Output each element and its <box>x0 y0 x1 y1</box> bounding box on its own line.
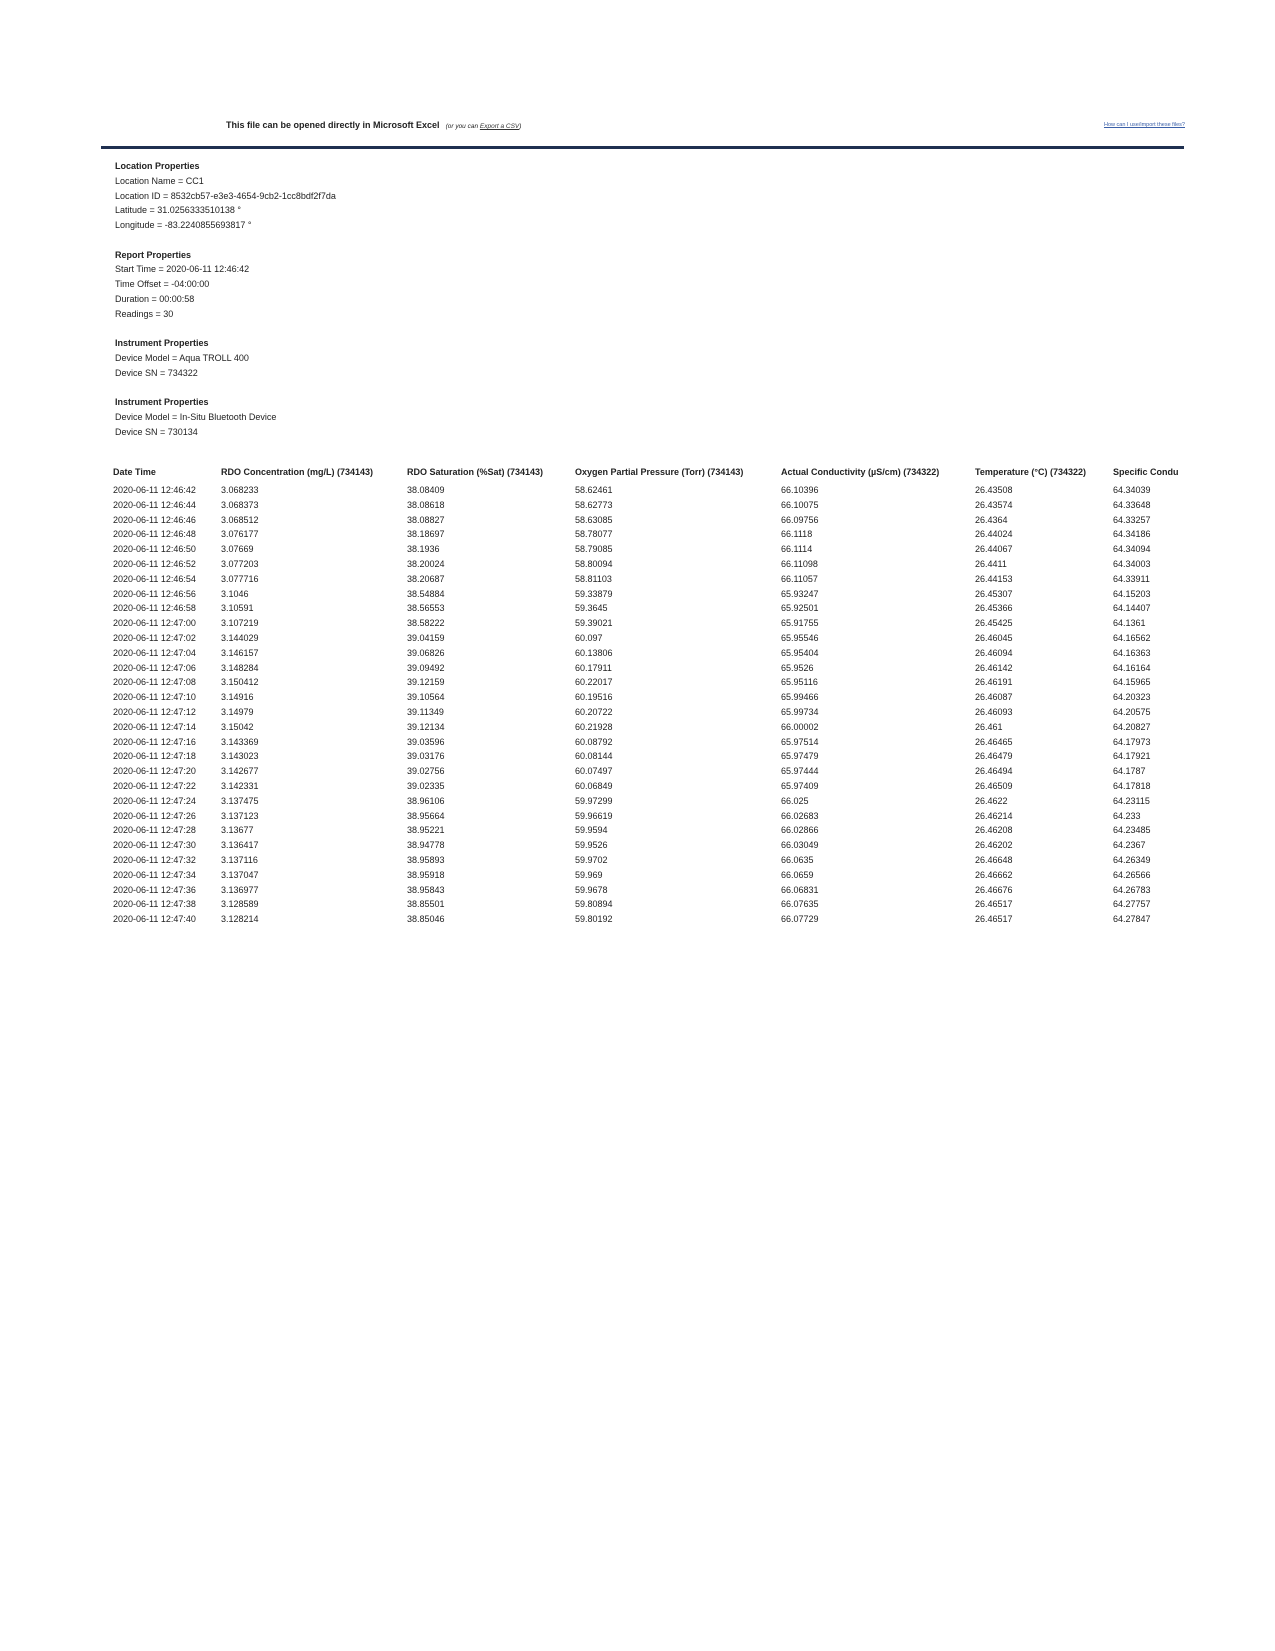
table-row <box>113 631 1183 646</box>
property-group-heading: Instrument Properties <box>115 338 209 349</box>
readings-table <box>113 466 1183 927</box>
table-cell: 64.15203 <box>1113 588 1151 599</box>
table-cell: 2020-06-11 12:46:56 <box>113 588 196 599</box>
table-cell: 39.06826 <box>407 647 445 658</box>
table-header-row <box>113 466 1183 483</box>
table-row <box>113 646 1183 661</box>
property-group-heading: Instrument Properties <box>115 397 209 408</box>
table-cell: 59.3645 <box>575 603 608 614</box>
table-cell: 64.33257 <box>1113 514 1151 525</box>
table-cell: 2020-06-11 12:47:14 <box>113 721 196 732</box>
table-row <box>113 661 1183 676</box>
table-cell: 59.9702 <box>575 854 608 865</box>
column-header: Oxygen Partial Pressure (Torr) (734143) <box>575 467 744 477</box>
table-cell: 58.62461 <box>575 485 613 495</box>
table-cell: 26.461 <box>975 721 1003 732</box>
table-cell: 39.02335 <box>407 780 445 791</box>
table-row <box>113 572 1183 587</box>
table-cell: 65.99466 <box>781 692 819 703</box>
table-cell: 66.07729 <box>781 914 819 925</box>
table-cell: 3.144029 <box>221 632 259 643</box>
table-row <box>113 853 1183 868</box>
table-cell: 66.02683 <box>781 810 819 821</box>
table-cell: 3.077716 <box>221 573 259 584</box>
table-cell: 2020-06-11 12:47:12 <box>113 706 196 717</box>
table-cell: 60.21928 <box>575 721 613 732</box>
table-cell: 64.26349 <box>1113 854 1151 865</box>
excel-note-text: This file can be opened directly in Microsoft Excel <box>226 120 440 130</box>
table-cell: 38.95893 <box>407 854 445 865</box>
table-cell: 38.08618 <box>407 499 445 510</box>
table-cell: 2020-06-11 12:47:30 <box>113 840 196 851</box>
table-cell: 65.97514 <box>781 736 819 747</box>
table-cell: 64.34003 <box>1113 558 1151 569</box>
table-cell: 26.46517 <box>975 914 1013 925</box>
table-cell: 58.79085 <box>575 544 613 555</box>
property-group <box>115 395 336 439</box>
table-cell: 66.09756 <box>781 514 819 525</box>
table-cell: 2020-06-11 12:46:54 <box>113 573 196 584</box>
property-group <box>115 336 336 380</box>
table-cell: 26.4411 <box>975 558 1007 569</box>
table-cell: 2020-06-11 12:47:32 <box>113 854 196 865</box>
table-cell: 59.9678 <box>575 884 608 895</box>
table-cell: 2020-06-11 12:47:36 <box>113 884 196 895</box>
readings-table-container <box>113 466 1183 927</box>
table-cell: 39.11349 <box>407 706 444 717</box>
property-line: Device Model = In-Situ Bluetooth Device <box>115 411 277 422</box>
table-cell: 66.10075 <box>781 499 819 510</box>
table-cell: 38.56553 <box>407 603 445 614</box>
table-cell: 3.143369 <box>221 736 259 747</box>
table-cell: 26.44067 <box>975 544 1013 555</box>
table-cell: 26.46214 <box>975 810 1013 821</box>
table-cell: 66.0659 <box>781 869 814 880</box>
table-cell: 2020-06-11 12:46:50 <box>113 544 196 555</box>
table-cell: 39.04159 <box>407 632 445 643</box>
table-cell: 39.03176 <box>407 751 445 762</box>
table-cell: 26.45366 <box>975 603 1013 614</box>
table-cell: 65.9526 <box>781 662 814 673</box>
property-line: Start Time = 2020-06-11 12:46:42 <box>115 264 250 275</box>
table-cell: 38.08827 <box>407 514 445 525</box>
table-row <box>113 868 1183 883</box>
table-cell: 58.63085 <box>575 514 613 525</box>
table-cell: 26.46142 <box>975 662 1013 673</box>
table-cell: 38.20024 <box>407 558 445 569</box>
table-cell: 2020-06-11 12:47:40 <box>113 914 196 925</box>
table-cell: 3.137123 <box>221 810 259 821</box>
table-row <box>113 720 1183 735</box>
excel-note <box>226 120 521 130</box>
table-cell: 59.97299 <box>575 795 613 806</box>
table-cell: 59.33879 <box>575 588 613 599</box>
property-group <box>115 159 336 233</box>
table-cell: 2020-06-11 12:47:04 <box>113 647 196 658</box>
column-header: Specific Condu <box>1113 467 1179 477</box>
table-row <box>113 690 1183 705</box>
table-cell: 64.16164 <box>1113 662 1151 673</box>
table-cell: 38.85501 <box>407 899 445 910</box>
table-cell: 2020-06-11 12:47:26 <box>113 810 196 821</box>
table-cell: 2020-06-11 12:47:28 <box>113 825 196 836</box>
table-cell: 3.076177 <box>221 529 259 540</box>
table-cell: 26.45425 <box>975 618 1013 629</box>
table-cell: 26.46093 <box>975 706 1013 717</box>
table-row <box>113 483 1183 498</box>
table-cell: 2020-06-11 12:47:00 <box>113 618 196 629</box>
table-row <box>113 705 1183 720</box>
table-cell: 2020-06-11 12:47:24 <box>113 795 196 806</box>
table-cell: 64.34094 <box>1113 544 1151 555</box>
table-cell: 65.97444 <box>781 766 819 777</box>
export-csv-link[interactable]: Export a CSV <box>479 123 520 130</box>
table-cell: 66.03049 <box>781 840 819 851</box>
table-cell: 26.46517 <box>975 899 1013 910</box>
table-cell: 3.148284 <box>221 662 259 673</box>
table-row <box>113 912 1183 927</box>
property-line: Readings = 30 <box>115 308 174 319</box>
column-header: Temperature (°C) (734322) <box>975 467 1086 477</box>
table-cell: 66.1114 <box>781 544 813 555</box>
table-cell: 3.137047 <box>221 869 259 880</box>
table-cell: 26.46465 <box>975 736 1013 747</box>
table-cell: 64.26566 <box>1113 869 1151 880</box>
table-cell: 3.142331 <box>221 780 259 791</box>
table-cell: 3.137116 <box>221 854 258 865</box>
table-cell: 38.94778 <box>407 840 445 851</box>
table-cell: 3.107219 <box>221 618 259 629</box>
table-cell: 58.81103 <box>575 573 612 584</box>
table-cell: 2020-06-11 12:47:16 <box>113 736 196 747</box>
table-cell: 59.9526 <box>575 840 608 851</box>
table-row <box>113 838 1183 853</box>
table-cell: 66.07635 <box>781 899 819 910</box>
property-line: Device SN = 734322 <box>115 367 198 378</box>
table-cell: 3.137475 <box>221 795 259 806</box>
table-body <box>113 483 1183 927</box>
table-row <box>113 527 1183 542</box>
table-row <box>113 587 1183 602</box>
table-cell: 64.1361 <box>1113 618 1146 629</box>
table-row <box>113 735 1183 750</box>
table-cell: 3.068512 <box>221 514 259 525</box>
table-cell: 26.46202 <box>975 840 1013 851</box>
table-cell: 60.07497 <box>575 766 613 777</box>
table-cell: 2020-06-11 12:47:02 <box>113 632 196 643</box>
table-cell: 3.068373 <box>221 499 259 510</box>
column-header: RDO Saturation (%Sat) (734143) <box>407 467 544 477</box>
table-cell: 66.06831 <box>781 884 819 895</box>
table-cell: 39.10564 <box>407 692 445 703</box>
property-group-heading: Location Properties <box>115 161 200 171</box>
table-cell: 26.46676 <box>975 884 1013 895</box>
table-cell: 64.16562 <box>1113 632 1151 643</box>
table-cell: 64.33648 <box>1113 499 1151 510</box>
table-cell: 3.13677 <box>221 825 254 836</box>
table-row <box>113 675 1183 690</box>
column-header: Date Time <box>113 467 156 477</box>
table-cell: 2020-06-11 12:47:34 <box>113 869 196 880</box>
table-cell: 26.46662 <box>975 869 1013 880</box>
table-cell: 66.11098 <box>781 558 818 569</box>
table-cell: 64.17921 <box>1113 751 1151 762</box>
table-cell: 66.10396 <box>781 485 819 495</box>
table-cell: 3.077203 <box>221 558 259 569</box>
table-cell: 60.19516 <box>575 692 613 703</box>
table-cell: 2020-06-11 12:46:44 <box>113 499 196 510</box>
table-cell: 3.146157 <box>221 647 259 658</box>
table-cell: 26.46648 <box>975 854 1013 865</box>
header-divider <box>101 146 1184 149</box>
table-row <box>113 513 1183 528</box>
table-row <box>113 542 1183 557</box>
table-cell: 64.17973 <box>1113 736 1151 747</box>
table-cell: 60.20722 <box>575 706 613 717</box>
table-cell: 65.93247 <box>781 588 819 599</box>
table-cell: 65.97479 <box>781 751 819 762</box>
table-cell: 38.95664 <box>407 810 445 821</box>
table-cell: 26.46509 <box>975 780 1013 791</box>
table-cell: 3.128589 <box>221 899 259 910</box>
column-header: RDO Concentration (mg/L) (734143) <box>221 467 374 477</box>
table-cell: 38.54884 <box>407 588 445 599</box>
table-cell: 64.14407 <box>1113 603 1151 614</box>
table-cell: 3.143023 <box>221 751 259 762</box>
table-cell: 3.128214 <box>221 914 259 925</box>
table-cell: 2020-06-11 12:47:10 <box>113 692 196 703</box>
property-line: Device Model = Aqua TROLL 400 <box>115 352 249 363</box>
table-cell: 64.17818 <box>1113 780 1151 791</box>
table-cell: 64.1787 <box>1113 766 1146 777</box>
table-cell: 38.08409 <box>407 485 445 495</box>
table-cell: 64.26783 <box>1113 884 1151 895</box>
table-cell: 66.02866 <box>781 825 819 836</box>
table-cell: 64.34039 <box>1113 485 1151 495</box>
property-line: Latitude = 31.0256333510138 ° <box>115 205 241 216</box>
export-aside: (or you can Export a CSV) <box>445 123 522 130</box>
table-cell: 65.91755 <box>781 618 819 629</box>
table-cell: 60.22017 <box>575 677 613 688</box>
table-row <box>113 616 1183 631</box>
table-cell: 26.46087 <box>975 692 1013 703</box>
table-cell: 65.92501 <box>781 603 819 614</box>
table-cell: 3.136977 <box>221 884 259 895</box>
table-row <box>113 779 1183 794</box>
table-cell: 26.46045 <box>975 632 1013 643</box>
table-cell: 26.43508 <box>975 485 1013 495</box>
table-row <box>113 823 1183 838</box>
table-cell: 3.142677 <box>221 766 259 777</box>
table-cell: 2020-06-11 12:46:52 <box>113 558 196 569</box>
table-cell: 2020-06-11 12:46:46 <box>113 514 196 525</box>
report-header <box>0 120 1275 136</box>
table-cell: 2020-06-11 12:47:38 <box>113 899 196 910</box>
table-cell: 64.15965 <box>1113 677 1151 688</box>
table-cell: 65.99734 <box>781 706 819 717</box>
table-cell: 60.097 <box>575 632 603 643</box>
table-cell: 26.46094 <box>975 647 1013 658</box>
table-row <box>113 809 1183 824</box>
table-cell: 39.02756 <box>407 766 445 777</box>
table-cell: 59.96619 <box>575 810 613 821</box>
table-cell: 64.34186 <box>1113 529 1151 540</box>
table-cell: 3.14916 <box>221 692 254 703</box>
table-cell: 2020-06-11 12:47:22 <box>113 780 196 791</box>
table-cell: 2020-06-11 12:47:08 <box>113 677 196 688</box>
table-cell: 38.96106 <box>407 795 445 806</box>
table-cell: 66.0635 <box>781 854 814 865</box>
table-cell: 65.95404 <box>781 647 819 658</box>
table-cell: 64.2367 <box>1113 840 1146 851</box>
table-cell: 58.78077 <box>575 529 613 540</box>
table-cell: 64.16363 <box>1113 647 1151 658</box>
table-cell: 38.95918 <box>407 869 445 880</box>
table-cell: 60.06849 <box>575 780 613 791</box>
table-cell: 38.95221 <box>407 825 445 836</box>
table-cell: 38.18697 <box>407 529 445 540</box>
property-line: Longitude = -83.2240855693817 ° <box>115 220 252 231</box>
table-cell: 60.17911 <box>575 662 612 673</box>
table-cell: 26.45307 <box>975 588 1013 599</box>
table-cell: 26.46479 <box>975 751 1013 762</box>
table-cell: 38.1936 <box>407 544 440 555</box>
table-cell: 59.80894 <box>575 899 613 910</box>
table-cell: 26.43574 <box>975 499 1013 510</box>
property-group <box>115 248 336 322</box>
table-cell: 3.136417 <box>221 840 259 851</box>
table-cell: 64.27757 <box>1113 899 1151 910</box>
table-cell: 3.068233 <box>221 485 259 495</box>
table-cell: 3.1046 <box>221 588 249 599</box>
table-cell: 38.95843 <box>407 884 445 895</box>
table-cell: 64.20575 <box>1113 706 1151 717</box>
table-row <box>113 557 1183 572</box>
table-cell: 60.08792 <box>575 736 613 747</box>
table-cell: 59.80192 <box>575 914 613 925</box>
table-cell: 59.39021 <box>575 618 613 629</box>
table-cell: 64.233 <box>1113 810 1141 821</box>
table-cell: 58.80094 <box>575 558 613 569</box>
help-link[interactable]: How can I use/import these files? <box>1103 122 1185 128</box>
table-cell: 64.20323 <box>1113 692 1151 703</box>
table-cell: 59.969 <box>575 869 603 880</box>
table-cell: 26.4364 <box>975 514 1008 525</box>
table-cell: 66.1118 <box>781 529 813 540</box>
table-row <box>113 498 1183 513</box>
table-cell: 2020-06-11 12:46:42 <box>113 485 196 495</box>
property-group-heading: Report Properties <box>115 249 192 260</box>
table-cell: 66.00002 <box>781 721 819 732</box>
table-cell: 2020-06-11 12:47:18 <box>113 751 196 762</box>
table-cell: 39.12159 <box>407 677 445 688</box>
property-line: Device SN = 730134 <box>115 426 198 437</box>
table-cell: 58.62773 <box>575 499 613 510</box>
table-cell: 66.11057 <box>781 573 818 584</box>
table-cell: 39.09492 <box>407 662 445 673</box>
table-row <box>113 764 1183 779</box>
table-cell: 59.9594 <box>575 825 608 836</box>
table-cell: 65.95116 <box>781 677 818 688</box>
table-row <box>113 883 1183 898</box>
table-cell: 26.46208 <box>975 825 1013 836</box>
properties-section <box>115 159 336 454</box>
table-cell: 38.58222 <box>407 618 445 629</box>
table-cell: 2020-06-11 12:47:06 <box>113 662 196 673</box>
table-cell: 60.13806 <box>575 647 613 658</box>
table-cell: 66.025 <box>781 795 809 806</box>
table-cell: 38.20687 <box>407 573 445 584</box>
table-cell: 64.23485 <box>1113 825 1151 836</box>
table-row <box>113 794 1183 809</box>
property-line: Time Offset = -04:00:00 <box>115 279 210 290</box>
table-cell: 38.85046 <box>407 914 445 925</box>
table-cell: 26.46191 <box>975 677 1013 688</box>
table-row <box>113 601 1183 616</box>
table-cell: 26.44024 <box>975 529 1013 540</box>
table-cell: 64.23115 <box>1113 795 1150 806</box>
table-cell: 26.44153 <box>975 573 1013 584</box>
property-line: Location ID = 8532cb57-e3e3-4654-9cb2-1cc8bdf2f7da <box>115 190 336 201</box>
table-cell: 64.33911 <box>1113 573 1150 584</box>
table-cell: 2020-06-11 12:46:58 <box>113 603 196 614</box>
table-cell: 65.97409 <box>781 780 819 791</box>
table-cell: 39.03596 <box>407 736 445 747</box>
table-cell: 26.4622 <box>975 795 1008 806</box>
table-cell: 65.95546 <box>781 632 819 643</box>
table-cell: 2020-06-11 12:47:20 <box>113 766 196 777</box>
table-cell: 2020-06-11 12:46:48 <box>113 529 196 540</box>
table-row <box>113 897 1183 912</box>
table-cell: 26.46494 <box>975 766 1013 777</box>
property-line: Duration = 00:00:58 <box>115 293 195 304</box>
column-header: Actual Conductivity (µS/cm) (734322) <box>781 467 940 477</box>
table-cell: 60.08144 <box>575 751 613 762</box>
table-cell: 64.20827 <box>1113 721 1151 732</box>
table-cell: 39.12134 <box>407 721 445 732</box>
table-cell: 64.27847 <box>1113 914 1151 925</box>
table-row <box>113 749 1183 764</box>
table-cell: 3.15042 <box>221 721 254 732</box>
table-cell: 3.150412 <box>221 677 259 688</box>
table-cell: 3.14979 <box>221 706 254 717</box>
property-line: Location Name = CC1 <box>115 175 204 186</box>
table-cell: 3.07669 <box>221 544 254 555</box>
table-cell: 3.10591 <box>221 603 254 614</box>
